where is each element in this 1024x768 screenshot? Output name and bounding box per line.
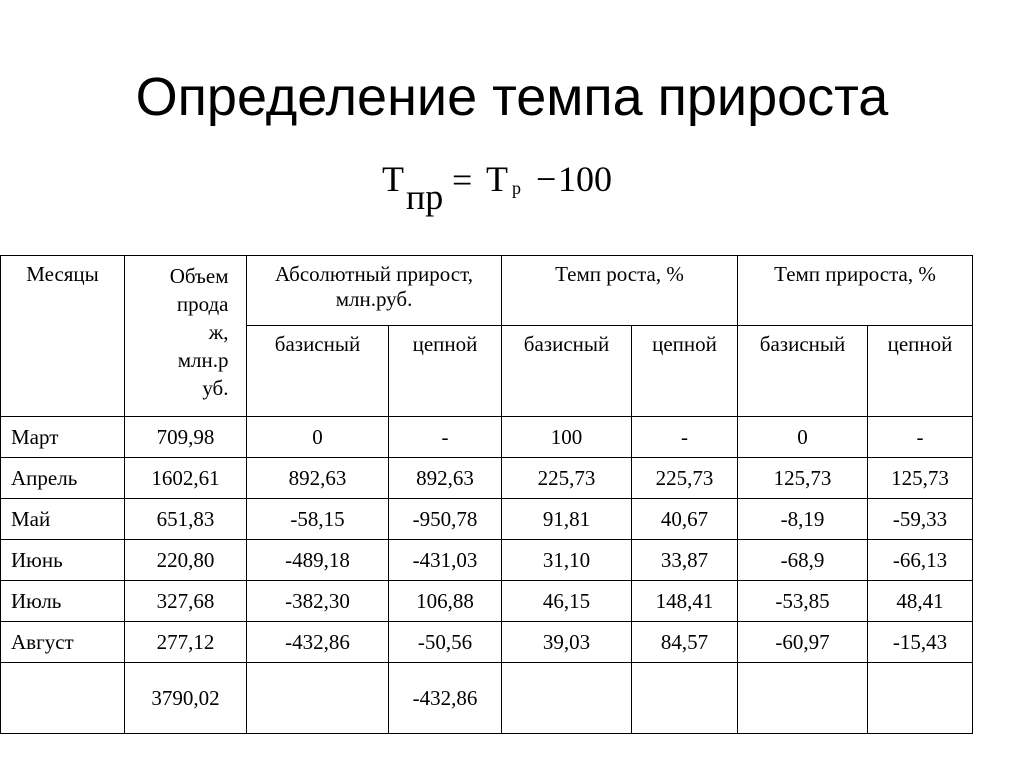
table-row [1,417,973,458]
header-volume-line: Объем [169,264,229,288]
total-empty-cell [247,663,389,734]
inc-chain-cell: 125,73 [868,458,973,499]
rate-basic-cell: 46,15 [502,581,632,622]
rate-basic-cell: 100 [502,417,632,458]
header-rate-basic: базисный [502,326,632,417]
abs-basic-cell: 0 [247,417,389,458]
header-row-1 [1,256,973,326]
volume-cell: 277,12 [125,622,247,663]
header-volume [125,256,247,417]
table-row [1,458,973,499]
rate-chain-cell: 33,87 [632,540,738,581]
formula-lhs-subscript: пр [406,177,444,217]
header-increase-rate: Темп прироста, % [738,256,973,326]
rate-basic-cell: 39,03 [502,622,632,663]
inc-basic-cell: -8,19 [738,499,868,540]
header-volume-line: ж, [208,320,229,344]
month-cell: Июль [1,581,125,622]
header-absolute-growth: Абсолютный прирост, млн.руб. [247,256,502,326]
total-volume-cell: 3790,02 [125,663,247,734]
inc-basic-cell: 0 [738,417,868,458]
volume-cell: 709,98 [125,417,247,458]
inc-chain-cell: - [868,417,973,458]
header-growth-rate: Темп роста, % [502,256,738,326]
month-cell: Март [1,417,125,458]
growth-rate-table [0,255,973,734]
volume-cell: 651,83 [125,499,247,540]
rate-chain-cell: 225,73 [632,458,738,499]
header-inc-basic: базисный [738,326,868,417]
abs-basic-cell: -58,15 [247,499,389,540]
month-cell: Август [1,622,125,663]
abs-chain-cell: - [389,417,502,458]
inc-chain-cell: -15,43 [868,622,973,663]
inc-chain-cell: -59,33 [868,499,973,540]
header-volume-text [133,262,239,402]
total-empty-cell [632,663,738,734]
inc-basic-cell: -53,85 [738,581,868,622]
volume-cell: 1602,61 [125,458,247,499]
month-cell: Июнь [1,540,125,581]
header-abs-basic: базисный [247,326,389,417]
formula-rhs-symbol: Т [486,159,508,199]
abs-basic-cell: -489,18 [247,540,389,581]
total-empty-cell [868,663,973,734]
rate-basic-cell: 91,81 [502,499,632,540]
total-empty-cell [502,663,632,734]
total-empty-cell [1,663,125,734]
rate-chain-cell: - [632,417,738,458]
total-row [1,663,973,734]
total-empty-cell [738,663,868,734]
inc-chain-cell: -66,13 [868,540,973,581]
header-months: Месяцы [1,256,125,417]
growth-increase-formula [382,158,662,228]
month-cell: Апрель [1,458,125,499]
formula-lhs-symbol: Т [382,159,404,199]
inc-basic-cell: 125,73 [738,458,868,499]
abs-basic-cell: 892,63 [247,458,389,499]
rate-chain-cell: 40,67 [632,499,738,540]
table-row [1,540,973,581]
rate-basic-cell: 31,10 [502,540,632,581]
header-rate-chain: цепной [632,326,738,417]
abs-chain-cell: -50,56 [389,622,502,663]
volume-cell: 327,68 [125,581,247,622]
formula-minus: − [536,159,557,199]
total-abs-chain-cell: -432,86 [389,663,502,734]
volume-cell: 220,80 [125,540,247,581]
formula-equals: = [452,160,473,200]
month-cell: Май [1,499,125,540]
abs-chain-cell: -950,78 [389,499,502,540]
inc-basic-cell: -60,97 [738,622,868,663]
abs-basic-cell: -382,30 [247,581,389,622]
table-row [1,581,973,622]
formula-rhs-subscript: р [512,178,521,198]
abs-basic-cell: -432,86 [247,622,389,663]
header-abs-chain: цепной [389,326,502,417]
header-volume-line: млн.р [177,348,229,372]
table-row [1,499,973,540]
rate-chain-cell: 148,41 [632,581,738,622]
table-row [1,622,973,663]
formula-constant: 100 [558,159,612,199]
abs-chain-cell: 106,88 [389,581,502,622]
rate-chain-cell: 84,57 [632,622,738,663]
inc-chain-cell: 48,41 [868,581,973,622]
slide-title: Определение темпа прироста [135,67,889,127]
abs-chain-cell: -431,03 [389,540,502,581]
inc-basic-cell: -68,9 [738,540,868,581]
abs-chain-cell: 892,63 [389,458,502,499]
header-inc-chain: цепной [868,326,973,417]
header-volume-line: прода [176,292,229,316]
rate-basic-cell: 225,73 [502,458,632,499]
header-volume-line: уб. [202,376,229,400]
